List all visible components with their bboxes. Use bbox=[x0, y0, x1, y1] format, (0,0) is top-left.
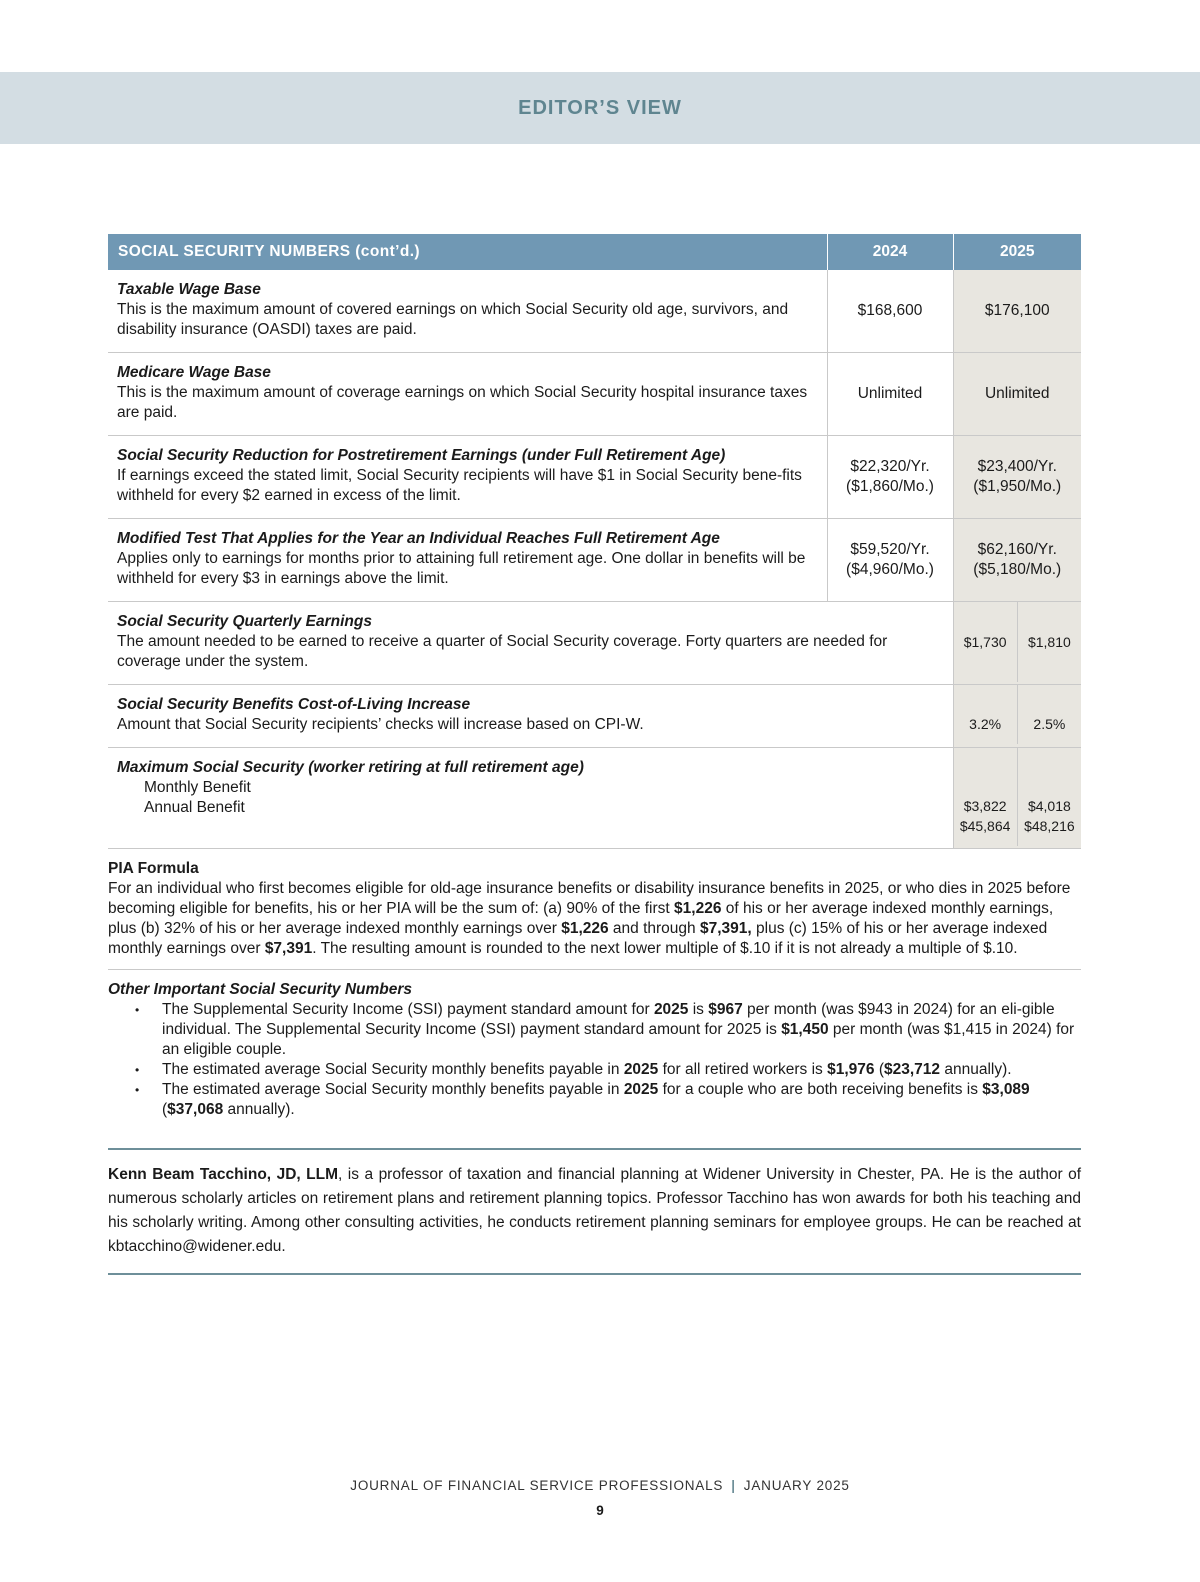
value-2025 bbox=[953, 436, 1081, 519]
author-name: Kenn Beam Tacchino, JD, LLM bbox=[108, 1166, 339, 1183]
banner-title: EDITOR’S VIEW bbox=[518, 96, 682, 119]
table-row bbox=[108, 602, 1081, 685]
value-2025 bbox=[953, 519, 1081, 602]
annual-benefit-label: Annual Benefit bbox=[144, 799, 245, 816]
row-title: Taxable Wage Base bbox=[117, 281, 261, 298]
value-2024: $168,600 bbox=[827, 270, 953, 353]
list-item: • The estimated average Social Security monthly benefits payable in 2025 for all retired workers is $1,976 ($23,712 annually). bbox=[135, 1061, 1012, 1078]
row-title: Social Security Benefits Cost-of-Living Increase bbox=[117, 696, 471, 713]
list-item: • The estimated average Social Security monthly benefits payable in 2025 for a couple who are both receiving benefits is $3,089 ($37,068 annually). bbox=[135, 1081, 1030, 1118]
bullet-icon: • bbox=[135, 1003, 140, 1017]
journal-name: JOURNAL OF FINANCIAL SERVICE PROFESSIONALS bbox=[350, 1478, 724, 1493]
value-2024 bbox=[827, 519, 953, 602]
monthly-benefit-2025: $4,018 bbox=[1027, 798, 1071, 814]
value-2024-yearly: $22,320/Yr. bbox=[850, 458, 930, 475]
row-title: Modified Test That Applies for the Year an Individual Reaches Full Retirement Age bbox=[117, 530, 720, 547]
value-pair-cell bbox=[953, 748, 1081, 849]
row-description bbox=[108, 436, 827, 519]
annual-benefit-2024: $45,864 bbox=[959, 818, 1011, 834]
issue-date: JANUARY 2025 bbox=[743, 1478, 850, 1493]
article-content bbox=[108, 234, 1081, 1275]
value-2024 bbox=[827, 436, 953, 519]
value-2025-monthly: ($5,180/Mo.) bbox=[973, 561, 1062, 578]
row-text: This is the maximum amount of covered earnings on which Social Security old age, survivors, and disability insurance (OASDI) taxes are paid. bbox=[117, 301, 789, 338]
row-description bbox=[108, 353, 827, 436]
footer-separator: | bbox=[731, 1478, 736, 1493]
other-numbers-list bbox=[108, 1000, 1081, 1120]
row-title: Social Security Quarterly Earnings bbox=[117, 613, 372, 630]
annual-benefit-2025: $48,216 bbox=[1024, 818, 1075, 834]
bullet-icon: • bbox=[135, 1063, 140, 1077]
other-numbers-title: Other Important Social Security Numbers bbox=[108, 981, 413, 998]
page-footer bbox=[0, 1478, 1200, 1493]
editors-view-banner bbox=[0, 72, 1200, 144]
row-text: This is the maximum amount of coverage earnings on which Social Security hospital insurance taxes are paid. bbox=[117, 384, 808, 421]
page-number: 9 bbox=[596, 1503, 604, 1518]
row-description bbox=[108, 602, 953, 685]
row-title: Maximum Social Security (worker retiring at full retirement age) bbox=[117, 759, 584, 776]
pia-formula-section bbox=[108, 859, 1081, 970]
value-2024-yearly: $59,520/Yr. bbox=[850, 541, 930, 558]
bullet-icon: • bbox=[135, 1083, 140, 1097]
row-text: Amount that Social Security recipients’ checks will increase based on CPI-W. bbox=[117, 716, 644, 733]
pia-formula-text: For an individual who first becomes eligible for old-age insurance benefits or disability insurance benefits in 2025, or who dies in 2025 before becoming eligible for benefits, his or her PIA will be the sum of: (a) 90% of the first $1,226 of his or her average indexed monthly earnings, plus (b) 32% of his or her average indexed monthly earnings over $1,226 and through $7,391, plus (c) 15% of his or her average indexed monthly earnings over $7,391. The resulting amount is rounded to the next lower multiple of $.10 if it is not already a multiple of $.10. bbox=[108, 880, 1071, 957]
value-2024-monthly: ($1,860/Mo.) bbox=[846, 478, 934, 495]
author-bio-text: , is a professor of taxation and financial planning at Widener University in Chester, PA. He is the author of numerous scholarly articles on retirement plans and retirement planning topics. Professor Tacchino has won awards for both his teaching and his scholarly writing. Among other consulting activities, he conducts retirement planning seminars for employee groups. He can be reached at kbtacchino@widener.edu. bbox=[108, 1166, 1082, 1255]
value-2025: $176,100 bbox=[953, 270, 1081, 353]
table-row bbox=[108, 353, 1081, 436]
row-description bbox=[108, 519, 827, 602]
row-text: If earnings exceed the stated limit, Social Security recipients will have $1 in Social Security bene-fits withheld for every $2 earned in excess of the limit. bbox=[117, 467, 802, 504]
value-pair-cell bbox=[953, 685, 1081, 748]
pia-formula-title: PIA Formula bbox=[108, 860, 199, 877]
row-text: The amount needed to be earned to receive a quarter of Social Security coverage. Forty quarters are needed for coverage under the system. bbox=[117, 633, 888, 670]
value-2025-yearly: $62,160/Yr. bbox=[977, 541, 1057, 558]
table-row bbox=[108, 748, 1081, 849]
author-bio bbox=[108, 1148, 1081, 1275]
value-2024: 3.2% bbox=[969, 716, 1002, 732]
row-title: Social Security Reduction for Postretirement Earnings (under Full Retirement Age) bbox=[117, 447, 726, 464]
value-2025-monthly: ($1,950/Mo.) bbox=[973, 478, 1062, 495]
value-2025-yearly: $23,400/Yr. bbox=[977, 458, 1057, 475]
value-2024: $1,730 bbox=[963, 634, 1007, 650]
social-security-table bbox=[108, 234, 1081, 849]
row-description bbox=[108, 270, 827, 353]
row-text: Applies only to earnings for months prior to attaining full retirement age. One dollar in benefits will be withheld for every $3 in earnings above the limit. bbox=[117, 550, 806, 587]
row-title: Medicare Wage Base bbox=[117, 364, 271, 381]
value-2024-monthly: ($4,960/Mo.) bbox=[846, 561, 934, 578]
row-description bbox=[108, 685, 953, 748]
table-row bbox=[108, 685, 1081, 748]
list-item: • The Supplemental Security Income (SSI) payment standard amount for 2025 is $967 per month (was $943 in 2024) for an eli-gible individual. The Supplemental Security Income (SSI) payment standard amount for 2025 is $1,450 per month (was $1,415 in 2024) for an eligible couple. bbox=[135, 1001, 1075, 1058]
value-2025: 2.5% bbox=[1033, 716, 1066, 732]
column-header-2024: 2024 bbox=[827, 234, 953, 270]
monthly-benefit-label: Monthly Benefit bbox=[144, 779, 251, 796]
monthly-benefit-2024: $3,822 bbox=[963, 798, 1007, 814]
other-numbers-section bbox=[108, 980, 1081, 1120]
value-2025: $1,810 bbox=[1027, 634, 1071, 650]
table-row bbox=[108, 270, 1081, 353]
table-title: SOCIAL SECURITY NUMBERS (cont’d.) bbox=[108, 234, 827, 270]
table-row bbox=[108, 519, 1081, 602]
value-pair-cell bbox=[953, 602, 1081, 685]
table-row bbox=[108, 436, 1081, 519]
value-2025: Unlimited bbox=[953, 353, 1081, 436]
table-header-row bbox=[108, 234, 1081, 270]
column-header-2025: 2025 bbox=[953, 234, 1081, 270]
value-2024: Unlimited bbox=[827, 353, 953, 436]
row-description bbox=[108, 748, 953, 849]
